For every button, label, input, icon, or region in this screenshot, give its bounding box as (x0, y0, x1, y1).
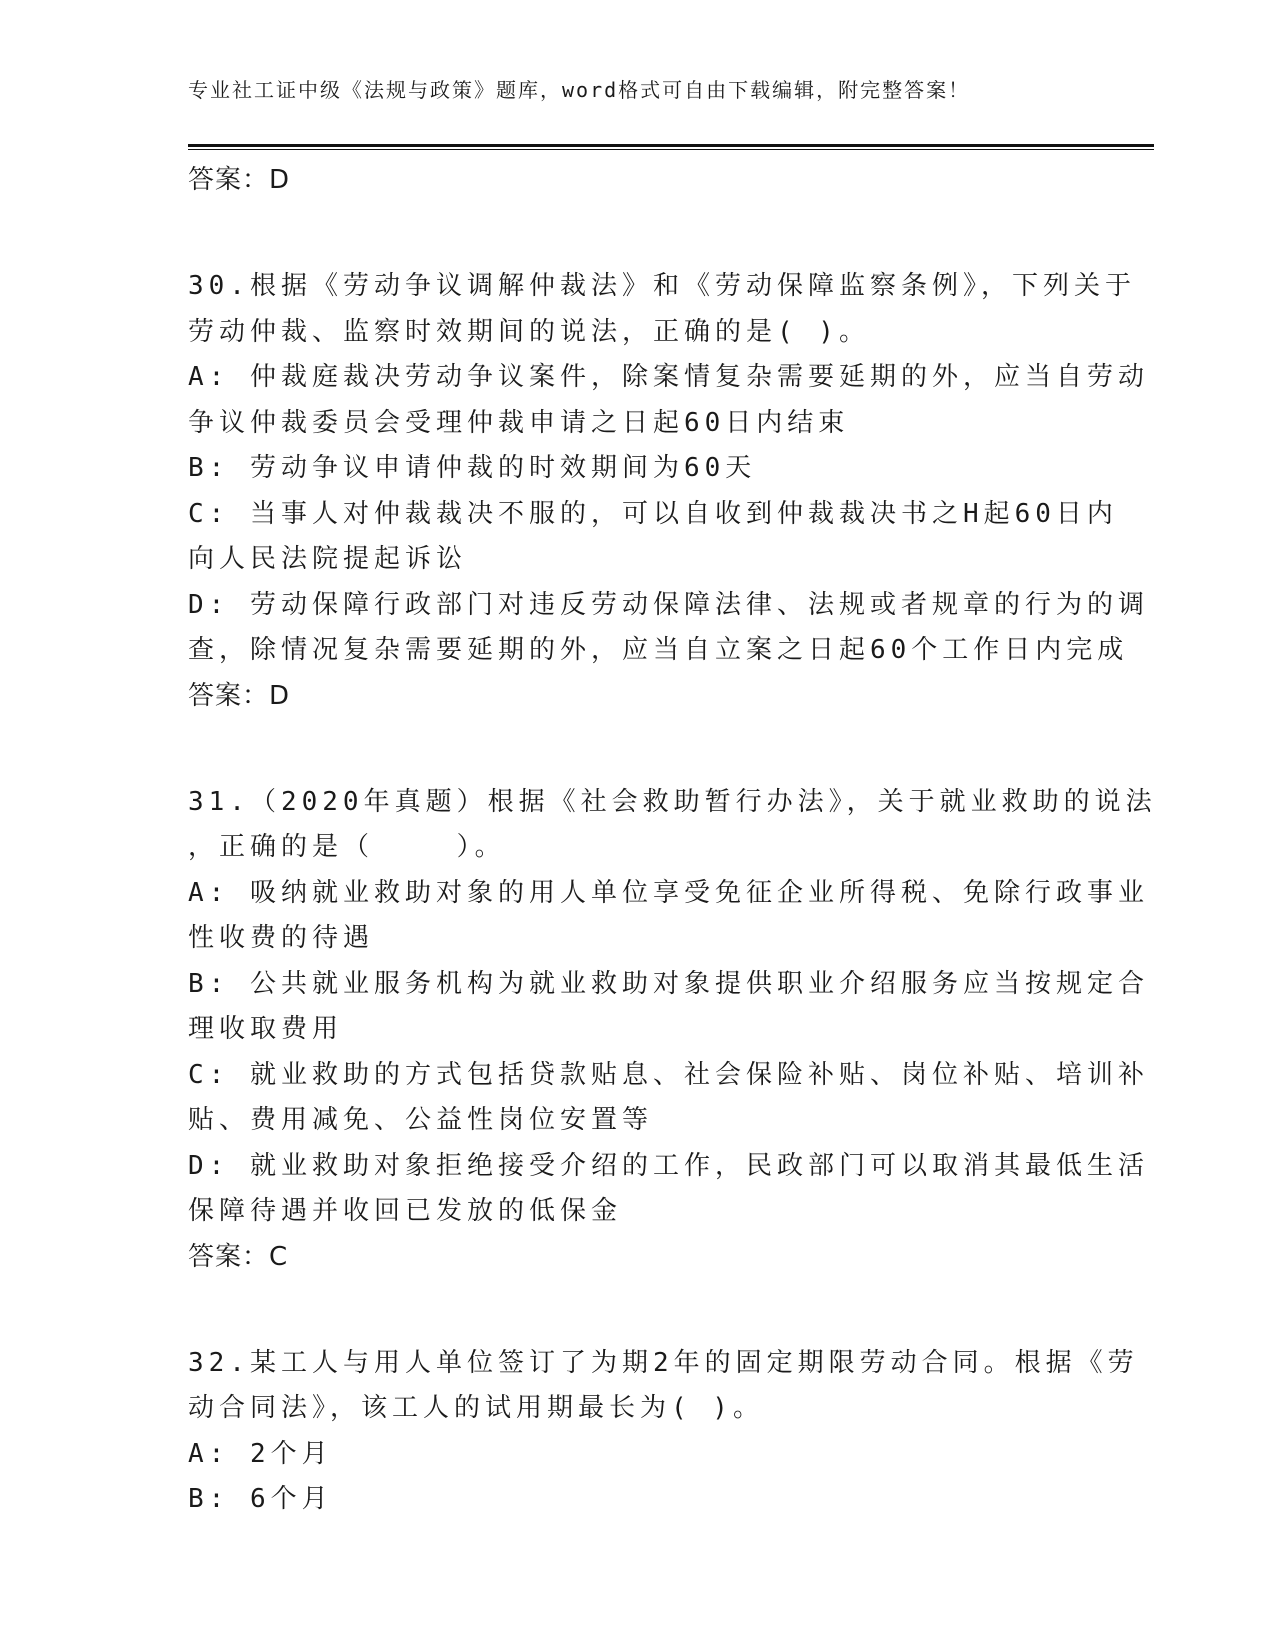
question-text: 32.某工人与用人单位签订了为期2年的固定期限劳动合同。根据《劳 (188, 1347, 1139, 1378)
option-a-cont: 性收费的待遇 (188, 923, 375, 953)
question-31 (188, 780, 1157, 1279)
option-d: D: 就业救助对象拒绝接受介绍的工作，民政部门可以取消其最低生活 (188, 1150, 1149, 1181)
option-b: B: 公共就业服务机构为就业救助对象提供职业介绍服务应当按规定合 (188, 968, 1149, 999)
option-c-cont: 贴、费用减免、公益性岗位安置等 (188, 1105, 654, 1135)
option-a: A: 仲裁庭裁决劳动争议案件，除案情复杂需要延期的外，应当自劳动 (188, 362, 1149, 392)
page-header: 专业社工证中级《法规与政策》题库，word格式可自由下载编辑，附完整答案！ (188, 78, 971, 102)
option-c: C: 当事人对仲裁裁决不服的，可以自收到仲裁裁决书之H起60日内 (188, 498, 1118, 529)
option-b: B: 劳动争议申请仲裁的时效期间为60天 (188, 453, 757, 483)
question-text: 劳动仲裁、监察时效期间的说法，正确的是( )。 (188, 316, 870, 347)
option-d-cont: 查，除情况复杂需要延期的外，应当自立案之日起60个工作日内完成 (188, 635, 1129, 665)
question-text: ，正确的是（ ）。 (188, 832, 506, 862)
answer-line: 答案：D (188, 165, 291, 195)
option-a: A: 吸纳就业救助对象的用人单位享受免征企业所得税、免除行政事业 (188, 877, 1149, 908)
option-b-cont: 理收取费用 (188, 1014, 344, 1044)
option-a-cont: 争议仲裁委员会受理仲裁申请之日起60日内结束 (188, 407, 850, 438)
answer-line: 答案：D (188, 680, 291, 711)
header-rule-thick (188, 144, 1154, 147)
question-32 (188, 1341, 1139, 1523)
question-text: 30.根据《劳动争议调解仲裁法》和《劳动保障监察条例》，下列关于 (188, 271, 1136, 301)
option-c: C: 就业救助的方式包括贷款贴息、社会保险补贴、岗位补贴、培训补 (188, 1059, 1149, 1090)
header-rule-thin (188, 149, 1154, 150)
option-d: D: 劳动保障行政部门对违反劳动保障法律、法规或者规章的行为的调 (188, 589, 1149, 620)
option-a: A: 2个月 (188, 1438, 333, 1469)
option-c-cont: 向人民法院提起诉讼 (188, 544, 468, 574)
option-d-cont: 保障待遇并收回已发放的低保金 (188, 1196, 623, 1226)
question-text: 动合同法》，该工人的试用期最长为( )。 (188, 1393, 764, 1423)
answer-line: 答案：C (188, 1241, 289, 1272)
option-b: B: 6个月 (188, 1484, 333, 1514)
document-body (188, 152, 1157, 1523)
question-30 (188, 264, 1149, 718)
question-text: 31.（2020年真题）根据《社会救助暂行办法》，关于就业救助的说法 (188, 786, 1157, 817)
